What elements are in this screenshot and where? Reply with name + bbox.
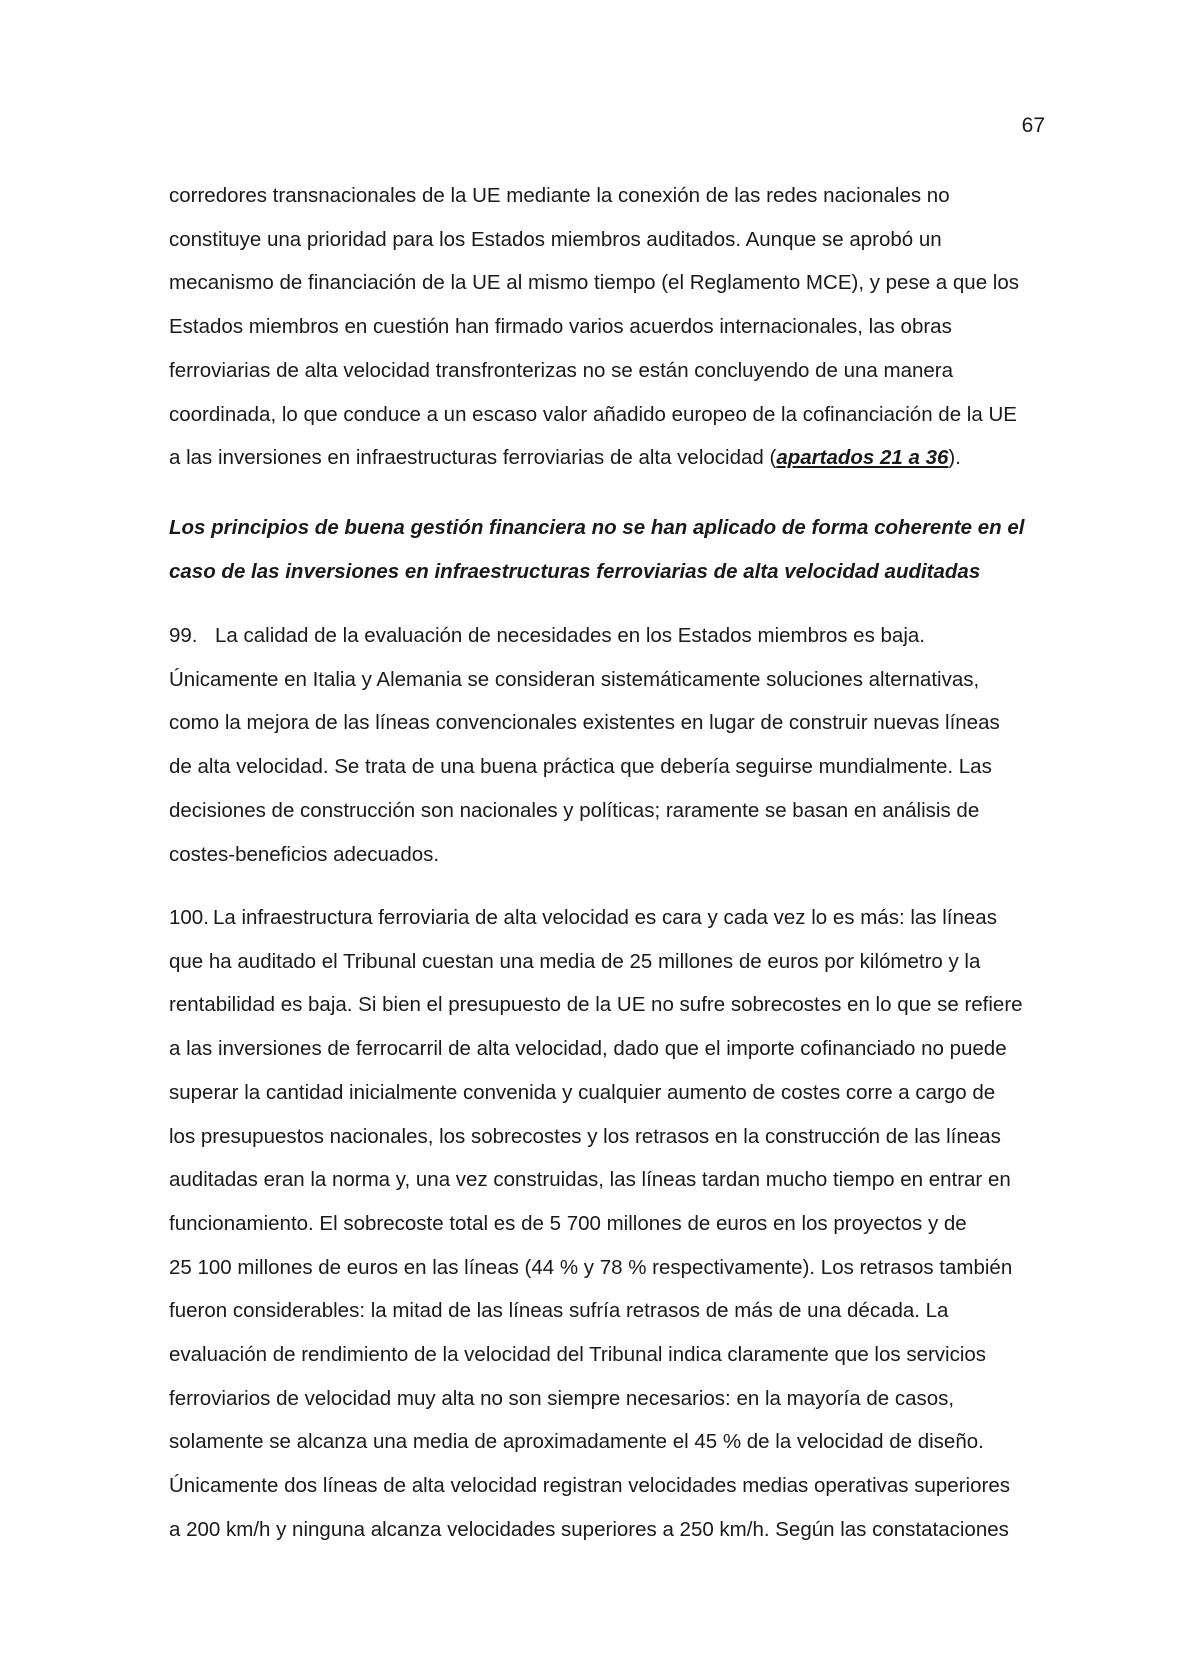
- text-line: Estados miembros en cuestión han firmado varios acuerdos internacionales, las obras: [169, 315, 952, 339]
- text-line: 25 100 millones de euros en las líneas (44 % y 78 % respectivamente). Los retrasos también: [169, 1255, 1013, 1279]
- text-segment: a las inversiones en infraestructuras ferroviarias de alta velocidad (: [169, 446, 777, 470]
- text-line: coordinada, lo que conduce a un escaso valor añadido europeo de la cofinanciación de la UE: [169, 402, 1017, 426]
- text-line: Únicamente en Italia y Alemania se consideran sistemáticamente soluciones alternativas,: [169, 667, 980, 691]
- text-segment: ).: [948, 446, 961, 470]
- paragraph-number: 99.: [169, 624, 198, 647]
- text-line: mecanismo de financiación de la UE al mismo tiempo (el Reglamento MCE), y pese a que los: [169, 271, 1019, 295]
- text-line: a las inversiones de ferrocarril de alta velocidad, dado que el importe cofinanciado no puede: [169, 1037, 1007, 1061]
- text-line: Únicamente dos líneas de alta velocidad registran velocidades medias operativas superiores: [169, 1474, 1010, 1498]
- text-segment: La infraestructura ferroviaria de alta velocidad es cara y cada vez lo es más: las líneas: [213, 906, 997, 929]
- paragraph-100: [169, 896, 1069, 1552]
- text-line: ferroviarias de alta velocidad transfronterizas no se están concluyendo de una manera: [169, 358, 954, 382]
- text-line: como la mejora de las líneas convencionales existentes en lugar de construir nuevas líneas: [169, 711, 1000, 735]
- text-line: rentabilidad es baja. Si bien el presupuesto de la UE no sufre sobrecostes en lo que se refiere: [169, 993, 1023, 1017]
- text-line: superar la cantidad inicialmente convenida y cualquier aumento de costes corre a cargo de: [169, 1080, 996, 1104]
- text-line: los presupuestos nacionales, los sobrecostes y los retrasos en la construcción de las líneas: [169, 1124, 1001, 1148]
- text-line-with-reference: [169, 436, 1069, 480]
- text-line: fueron considerables: la mitad de las líneas sufría retrasos de más de una década. La: [169, 1299, 949, 1323]
- heading-line: caso de las inversiones en infraestructuras ferroviarias de alta velocidad auditadas: [169, 559, 981, 583]
- page-number: 67: [1021, 114, 1045, 137]
- text-line: de alta velocidad. Se trata de una buena práctica que debería seguirse mundialmente. Las: [169, 755, 992, 779]
- text-line: constituye una prioridad para los Estados miembros auditados. Aunque se aprobó un: [169, 227, 942, 251]
- text-line: [169, 614, 1069, 658]
- section-heading: [169, 506, 1069, 593]
- text-line: solamente se alcanza una media de aproximadamente el 45 % de la velocidad de diseño.: [169, 1430, 984, 1454]
- text-line: ferroviarios de velocidad muy alta no son siempre necesarios: en la mayoría de casos,: [169, 1386, 955, 1410]
- text-segment: La calidad de la evaluación de necesidades en los Estados miembros es baja.: [215, 624, 925, 647]
- text-line: auditadas eran la norma y, una vez construidas, las líneas tardan mucho tiempo en entrar en: [169, 1168, 1011, 1192]
- text-line: a 200 km/h y ninguna alcanza velocidades superiores a 250 km/h. Según las constataciones: [169, 1517, 1009, 1541]
- text-line: evaluación de rendimiento de la velocidad del Tribunal indica claramente que los servicios: [169, 1343, 987, 1367]
- text-line: costes-beneficios adecuados.: [169, 842, 440, 866]
- text-line: corredores transnacionales de la UE mediante la conexión de las redes nacionales no: [169, 184, 950, 207]
- paragraph-99: [169, 614, 1069, 876]
- heading-line: Los principios de buena gestión financiera no se han aplicado de forma coherente en el: [169, 516, 1025, 539]
- reference-link[interactable]: apartados 21 a 36: [776, 446, 949, 470]
- intro-paragraph: [169, 174, 1069, 480]
- text-line: que ha auditado el Tribunal cuestan una media de 25 millones de euros por kilómetro y la: [169, 949, 981, 973]
- text-line: decisiones de construcción son nacionales y políticas; raramente se basan en análisis de: [169, 798, 980, 822]
- text-line: [169, 896, 1069, 940]
- text-line: funcionamiento. El sobrecoste total es de 5 700 millones de euros en los proyectos y de: [169, 1211, 967, 1235]
- paragraph-number: 100.: [169, 906, 209, 929]
